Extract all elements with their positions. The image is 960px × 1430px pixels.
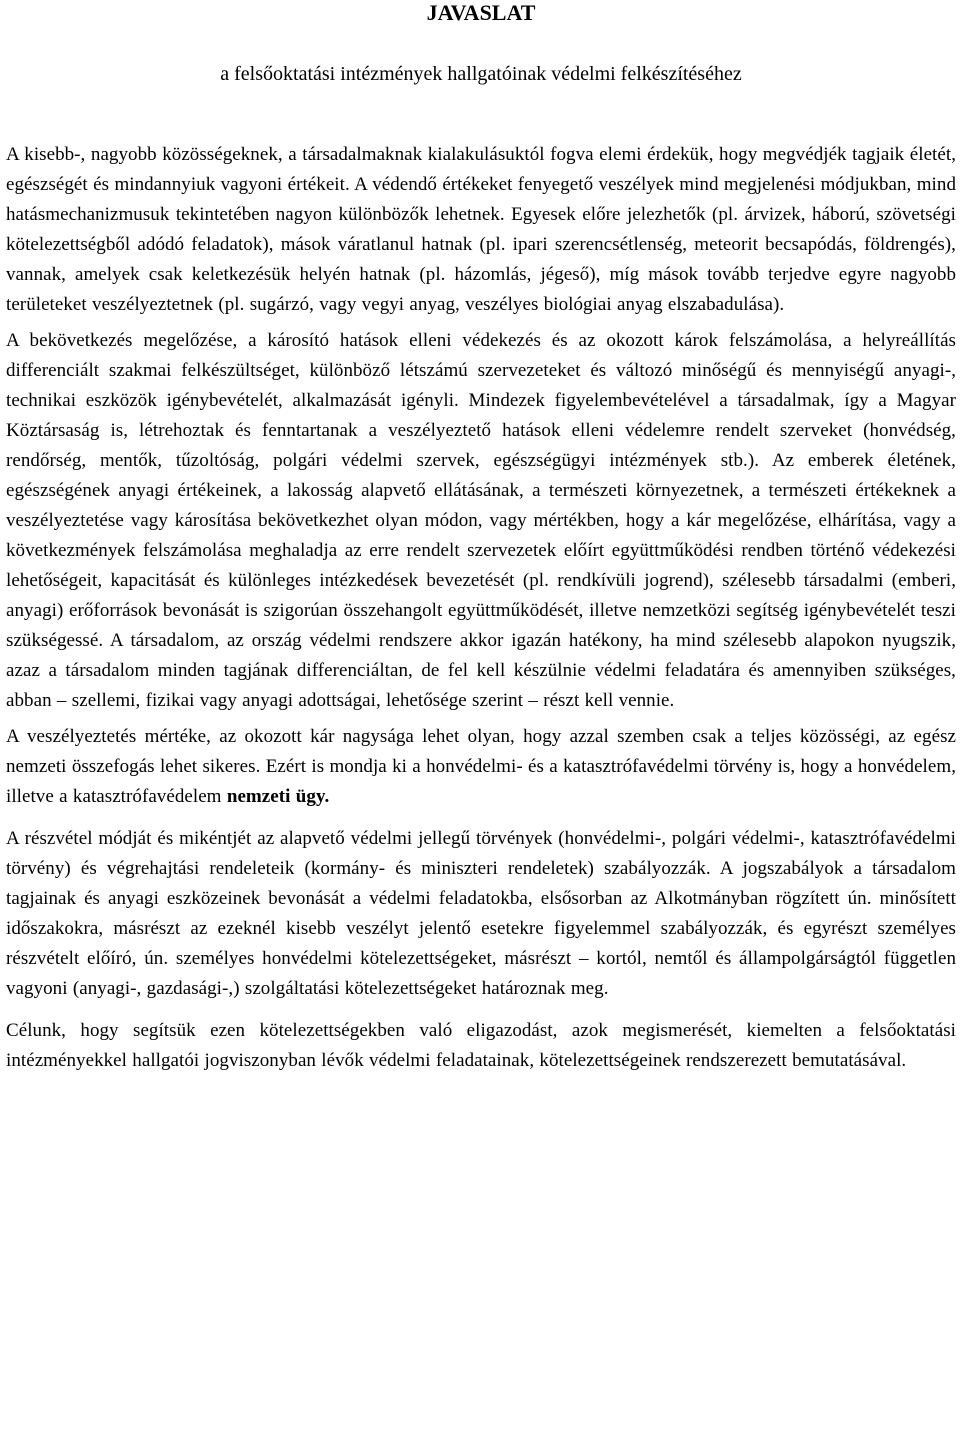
paragraph-5: Célunk, hogy segítsük ezen kötelezettségekben való eligazodást, azok megismerését, kiemelten a felsőoktatási intézményekkel hallgatói jogviszonyban lévők védelmi feladatainak, kötelezettségeinek rendszerezett bemutatásával. — [6, 1020, 956, 1071]
paragraph-3-emphasis: nemzeti ügy. — [226, 786, 330, 807]
document-subtitle: a felsőoktatási intézmények hallgatóinak védelmi felkészítéséhez — [220, 63, 742, 85]
document-title: JAVASLAT — [426, 0, 536, 25]
paragraph-4: A részvétel módját és mikéntjét az alapvető védelmi jellegű törvények (honvédelmi-, polgári védelmi-, katasztrófavédelmi törvény) és végrehajtási rendeleteik (kormány- és miniszteri rendeletek) szabályozzák. A jogszabályok a társadalom tagjainak és anyagi eszközeinek bevonását a védelmi feladatokba, elsősorban az Alkotmányban rögzített ún. minősített időszakokra, másrészt az ezeknél kisebb veszélyt jelentő esetekre figyelemmel szabályozzák, és egyrészt személyes részvételt előíró, ún. személyes honvédelmi kötelezettségeket, másrészt – kortól, nemtől és állampolgárságtól független vagyoni (anyagi-, gazdasági-,) szolgáltatási kötelezettségeket határoznak meg. — [6, 828, 956, 999]
paragraph-2: A bekövetkezés megelőzése, a károsító hatások elleni védekezés és az okozott károk felszámolása, a helyreállítás differenciált szakmai felkészültséget, különböző létszámú szervezeteket és változó minőségű és mennyiségű anyagi-, technikai eszközök igénybevételét, alkalmazását igényli. Mindezek figyelembevételével a társadalmak, így a Magyar Köztársaság is, létrehoztak és fenntartanak a veszélyeztető hatások elleni védelemre rendelt szerveket (honvédség, rendőrség, mentők, tűzoltóság, polgári védelmi szervek, egészségügyi intézmények stb.). Az emberek életének, egészségének anyagi értékeinek, a lakosság alapvető ellátásának, a természeti környezetnek, a természeti értékeknek a veszélyeztetése vagy károsítása bekövetkezhet olyan módon, vagy mértékben, hogy a kár megelőzése, elhárítása, vagy a következmények felszámolása meghaladja az erre rendelt szervezetek előírt együttműködési rendben történő védekezési lehetőségeit, kapacitását és különleges intézkedések bevezetését (pl. rendkívüli jogrend), szélesebb társadalmi (emberi, anyagi) erőforrások bevonását is szigorúan összehangolt együttműködését, illetve nemzetközi segítség igénybevételét teszi szükségessé. A társadalom, az ország védelmi rendszere akkor igazán hatékony, ha mind szélesebb alapokon nyugszik, azaz a társadalom minden tagjának differenciáltan, de fel kell készülnie védelmi feladatára és amennyiben szükséges, abban – szellemi, fizikai vagy anyagi adottságai, lehetősége szerint – részt kell vennie. — [6, 330, 956, 711]
paragraph-3-text: A veszélyeztetés mértéke, az okozott kár nagysága lehet olyan, hogy azzal szemben csak a teljes közösségi, az egész nemzeti összefogás lehet sikeres. Ezért is mondja ki a honvédelmi- és a katasztrófavédelmi törvény is, hogy a honvédelem, illetve a katasztrófavédelem — [6, 726, 956, 807]
document-page — [6, 0, 956, 1076]
paragraph-3 — [6, 722, 956, 812]
paragraph-1: A kisebb-, nagyobb közösségeknek, a társadalmaknak kialakulásuktól fogva elemi érdekük, hogy megvédjék tagjaik életét, egészségét és mindannyiuk vagyoni értékeit. A védendő értékeket fenyegető veszélyek mind megjelenési módjukban, mind hatásmechanizmusuk tekintetében nagyon különbözők lehetnek. Egyesek előre jelezhetők (pl. árvizek, háború, szövetségi kötelezettségből adódó feladatok), mások váratlanul hatnak (pl. ipari szerencsétlenség, meteorit becsapódás, földrengés), vannak, amelyek csak keletkezésük helyén hatnak (pl. házomlás, jégeső), míg mások tovább terjedve egyre nagyobb területeket veszélyeztetnek (pl. sugárzó, vagy vegyi anyag, veszélyes biológiai anyag elszabadulása). — [6, 144, 956, 315]
